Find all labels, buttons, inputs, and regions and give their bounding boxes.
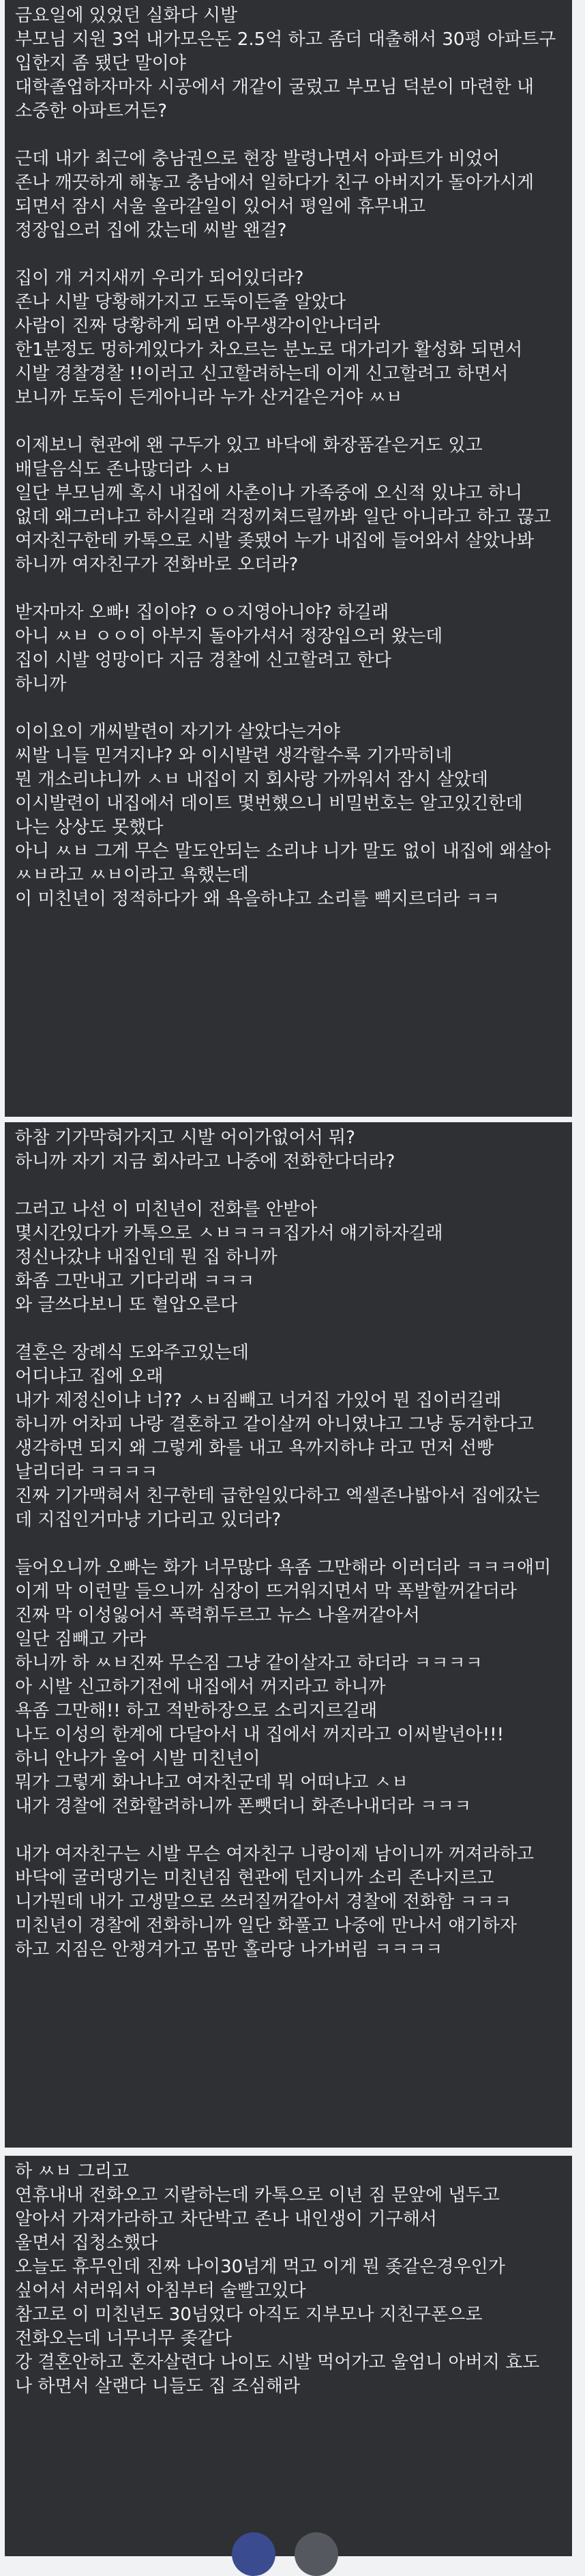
text-line: 결혼은 장례식 도와주고있는데 bbox=[15, 1343, 250, 1363]
text-line: 대학졸업하자마자 시공에서 개같이 굴렀고 부모님 덕분이 마련한 내 bbox=[15, 77, 535, 98]
text-line: 와 글쓰다보니 또 혈압오른다 bbox=[15, 1295, 238, 1315]
text-line: 하니 안나가 울어 시발 미친년이 bbox=[15, 1748, 260, 1769]
text-line: 사람이 진짜 당황하게 되면 아무생각이안나더라 bbox=[15, 316, 380, 336]
text-line: 부모님 지원 3억 내가모은돈 2.5억 하고 좀더 대출해서 30평 아파트구 bbox=[15, 29, 556, 50]
text-line: 진짜 기가맥혀서 친구한테 급한일있다하고 엑셀존나밟아서 집에갔는 bbox=[15, 1486, 540, 1506]
text-line: 욕좀 그만해!! 하고 적반하장으로 소리지르길래 bbox=[15, 1701, 378, 1721]
post-section-2 bbox=[5, 1122, 572, 2148]
text-line: 하니까 어차피 나랑 결혼하고 같이살꺼 아니였냐고 그냥 동거한다고 bbox=[15, 1414, 535, 1435]
text-line: 하니까 자기 지금 회사라고 나중에 전화한다더라? bbox=[15, 1152, 395, 1172]
text-line: 일단 짐빼고 가라 bbox=[15, 1629, 147, 1650]
text-line: 그러고 나선 이 미친년이 전화를 안받아 bbox=[15, 1199, 318, 1220]
text-line: 하니까 bbox=[15, 674, 67, 694]
text-line: 아니 ㅆㅂ ㅇㅇ이 아부지 돌아가셔서 정장입으러 왔는데 bbox=[15, 626, 443, 647]
text-line: 보니까 도둑이 든게아니라 누가 산거같은거야 ㅆㅂ bbox=[15, 387, 403, 408]
text-line: 하참 기가막혀가지고 시발 어이가없어서 뭐? bbox=[15, 1128, 355, 1148]
text-line: 금요일에 있었던 실화다 시발 bbox=[15, 5, 238, 26]
text-line: 나도 이성의 한계에 다달아서 내 집에서 꺼지라고 이씨발년아!!! bbox=[15, 1725, 505, 1745]
text-line: 오늘도 휴무인데 진짜 나이30넘게 먹고 이게 뭔 좆같은경우인가 bbox=[15, 2257, 505, 2277]
text-line: 없데 왜그러냐고 하시길래 걱정끼쳐드릴까봐 일단 아니라고 하고 끊고 bbox=[15, 507, 552, 527]
text-line: 아 시발 신고하기전에 내집에서 꺼지라고 하니까 bbox=[15, 1677, 386, 1697]
text-line: 내가 제정신이냐 너?? ㅅㅂ짐빼고 너거집 가있어 뭔 집이러길래 bbox=[15, 1390, 502, 1411]
text-line: 내가 여자친구는 시발 무슨 여자친구 니랑이제 남이니까 꺼져라하고 bbox=[15, 1844, 535, 1864]
text-line: 시발 경찰경찰 !!이러고 신고할려하는데 이게 신고할려고 하면서 bbox=[15, 364, 509, 384]
text-line: 존나 시발 당황해가지고 도둑이든줄 알았다 bbox=[15, 292, 346, 312]
text-line: 날리더라 ㅋㅋㅋㅋ bbox=[15, 1462, 158, 1482]
text-line: 전화오는데 너무너무 좆같다 bbox=[15, 2328, 232, 2349]
text-line: 하니까 하 ㅆㅂ진짜 무슨짐 그냥 같이살자고 하더라 ㅋㅋㅋㅋ bbox=[15, 1653, 483, 1673]
text-line: 싶어서 서러워서 아침부터 술빨고있다 bbox=[15, 2281, 306, 2301]
text-line: 알아서 가져가라하고 차단박고 존나 내인생이 기구해서 bbox=[15, 2209, 437, 2229]
paragraph-gap bbox=[15, 410, 564, 434]
text-line: 씨발 니들 믿겨지냐? 와 이시발련 생각할수록 기가막히네 bbox=[15, 746, 453, 766]
paragraph-gap bbox=[15, 1174, 564, 1198]
paragraph-gap bbox=[15, 243, 564, 267]
paragraph-gap bbox=[15, 1819, 564, 1843]
text-line: 하고 지짐은 안챙겨가고 몸만 홀라당 나가버림 ㅋㅋㅋㅋ bbox=[15, 1940, 443, 1960]
post-section-3 bbox=[5, 2156, 572, 2556]
text-line: 니가뭔데 내가 고생말으로 쓰러질꺼같아서 경찰에 전화함 ㅋㅋㅋ bbox=[15, 1892, 511, 1912]
paragraph-gap bbox=[15, 1532, 564, 1556]
text-line: 한1분정도 멍하게있다가 차오르는 분노로 대가리가 활성화 되면서 bbox=[15, 340, 523, 360]
avatar[interactable] bbox=[232, 2532, 275, 2576]
text-line: 뭐가 그렇게 화나냐고 여자친군데 뭐 어떠냐고 ㅅㅂ bbox=[15, 1772, 409, 1793]
reaction-avatars bbox=[232, 2532, 355, 2556]
text-line: 아니 ㅆㅂ 그게 무슨 말도안되는 소리냐 니가 말도 없이 내집에 왜살아 bbox=[15, 841, 551, 862]
paragraph-gap bbox=[15, 1317, 564, 1341]
text-line: 받자마자 오빠! 집이야? ㅇㅇ지영아니야? 하길래 bbox=[15, 602, 389, 623]
text-line: 이이요이 개씨발련이 자기가 살았다는거야 bbox=[15, 722, 340, 742]
text-line: 내가 경찰에 전화할려하니까 폰뺏더니 화존나내더라 ㅋㅋㅋ bbox=[15, 1796, 472, 1817]
text-line: 배달음식도 존나많더라 ㅅㅂ bbox=[15, 459, 232, 480]
text-line: 집이 시발 엉망이다 지금 경찰에 신고할려고 한다 bbox=[15, 650, 391, 671]
text-line: 이게 막 이런말 들으니까 심장이 뜨거워지면서 막 폭발할꺼같더라 bbox=[15, 1581, 517, 1602]
text-line: 몇시간있다가 카톡으로 ㅅㅂㅋㅋㅋ집가서 얘기하자길래 bbox=[15, 1223, 443, 1244]
text-line: 존나 깨끗하게 해놓고 충남에서 일하다가 친구 아버지가 돌아가시게 bbox=[15, 173, 535, 193]
paragraph-gap bbox=[15, 123, 564, 147]
text-line: 들어오니까 오빠는 화가 너무많다 욕좀 그만해라 이러더라 ㅋㅋㅋ애미 bbox=[15, 1557, 552, 1578]
text-line: 이제보니 현관에 왠 구두가 있고 바닥에 화장품같은거도 있고 bbox=[15, 435, 483, 456]
avatar[interactable] bbox=[295, 2532, 338, 2576]
text-line: 나는 상상도 못했다 bbox=[15, 817, 164, 838]
paragraph-gap bbox=[15, 577, 564, 601]
text-line: 진짜 막 이성잃어서 폭력휘두르고 뉴스 나올꺼같아서 bbox=[15, 1605, 420, 1626]
text-line: 참고로 이 미친년도 30넘었다 아직도 지부모나 지친구폰으로 bbox=[15, 2304, 483, 2325]
text-line: 이 미친년이 정적하다가 왜 욕을하냐고 소리를 빽지르더라 ㅋㅋ bbox=[15, 889, 500, 909]
paragraph-gap bbox=[15, 697, 564, 720]
text-line: 어디냐고 집에 오래 bbox=[15, 1366, 164, 1387]
text-line: 정장입으러 집에 갔는데 씨발 왠걸? bbox=[15, 220, 287, 241]
post-section-1 bbox=[5, 0, 572, 1117]
text-line: 여자친구한테 카톡으로 시발 좆됐어 누가 내집에 들어와서 살았나봐 bbox=[15, 531, 535, 551]
text-line: 이시발련이 내집에서 데이트 몇번했으니 비밀번호는 알고있긴한데 bbox=[15, 793, 523, 814]
text-line: 하니까 여자친구가 전화바로 오더라? bbox=[15, 555, 299, 575]
text-line: 울면서 집청소했다 bbox=[15, 2233, 158, 2253]
text-line: 뭔 개소리냐니까 ㅅㅂ 내집이 지 회사랑 가까워서 잠시 살았데 bbox=[15, 770, 489, 790]
text-line: 근데 내가 최근에 충남권으로 현장 발령나면서 아파트가 비었어 bbox=[15, 149, 500, 169]
text-line: 강 결혼안하고 혼자살련다 나이도 시발 먹어가고 울엄니 아버지 효도 bbox=[15, 2352, 540, 2373]
text-line: 소중한 아파트거든? bbox=[15, 101, 167, 121]
text-line: 데 지집인거마냥 기다리고 있더라? bbox=[15, 1510, 282, 1530]
text-line: 입한지 좀 됐단 말이야 bbox=[15, 53, 186, 74]
text-line: ㅆㅂ라고 ㅆㅂ이라고 욕했는데 bbox=[15, 865, 250, 886]
text-line: 일단 부모님께 혹시 내집에 사촌이나 가족중에 오신적 있냐고 하니 bbox=[15, 483, 523, 503]
text-line: 화좀 그만내고 기다리래 ㅋㅋㅋ bbox=[15, 1271, 255, 1291]
text-line: 연휴내내 전화오고 지랄하는데 카톡으로 이년 짐 문앞에 냅두고 bbox=[15, 2185, 500, 2206]
text-line: 나 하면서 살랜다 니들도 집 조심해라 bbox=[15, 2376, 301, 2397]
text-line: 되면서 잠시 서울 올라갈일이 있어서 평일에 휴무내고 bbox=[15, 196, 426, 217]
text-line: 정신나갔냐 내집인데 뭔 집 하니까 bbox=[15, 1247, 278, 1268]
text-line: 바닥에 굴러댕기는 미친년짐 현관에 던지니까 소리 존나지르고 bbox=[15, 1868, 494, 1888]
text-line: 집이 개 거지새끼 우리가 되어있더라? bbox=[15, 268, 304, 289]
text-line: 생각하면 되지 왜 그렇게 화를 내고 욕까지하냐 라고 먼저 선빵 bbox=[15, 1438, 494, 1459]
text-line: 하 ㅆㅂ 그리고 bbox=[15, 2161, 130, 2182]
text-line: 미친년이 경찰에 전화하니까 일단 화풀고 나중에 만나서 얘기하자 bbox=[15, 1916, 517, 1936]
